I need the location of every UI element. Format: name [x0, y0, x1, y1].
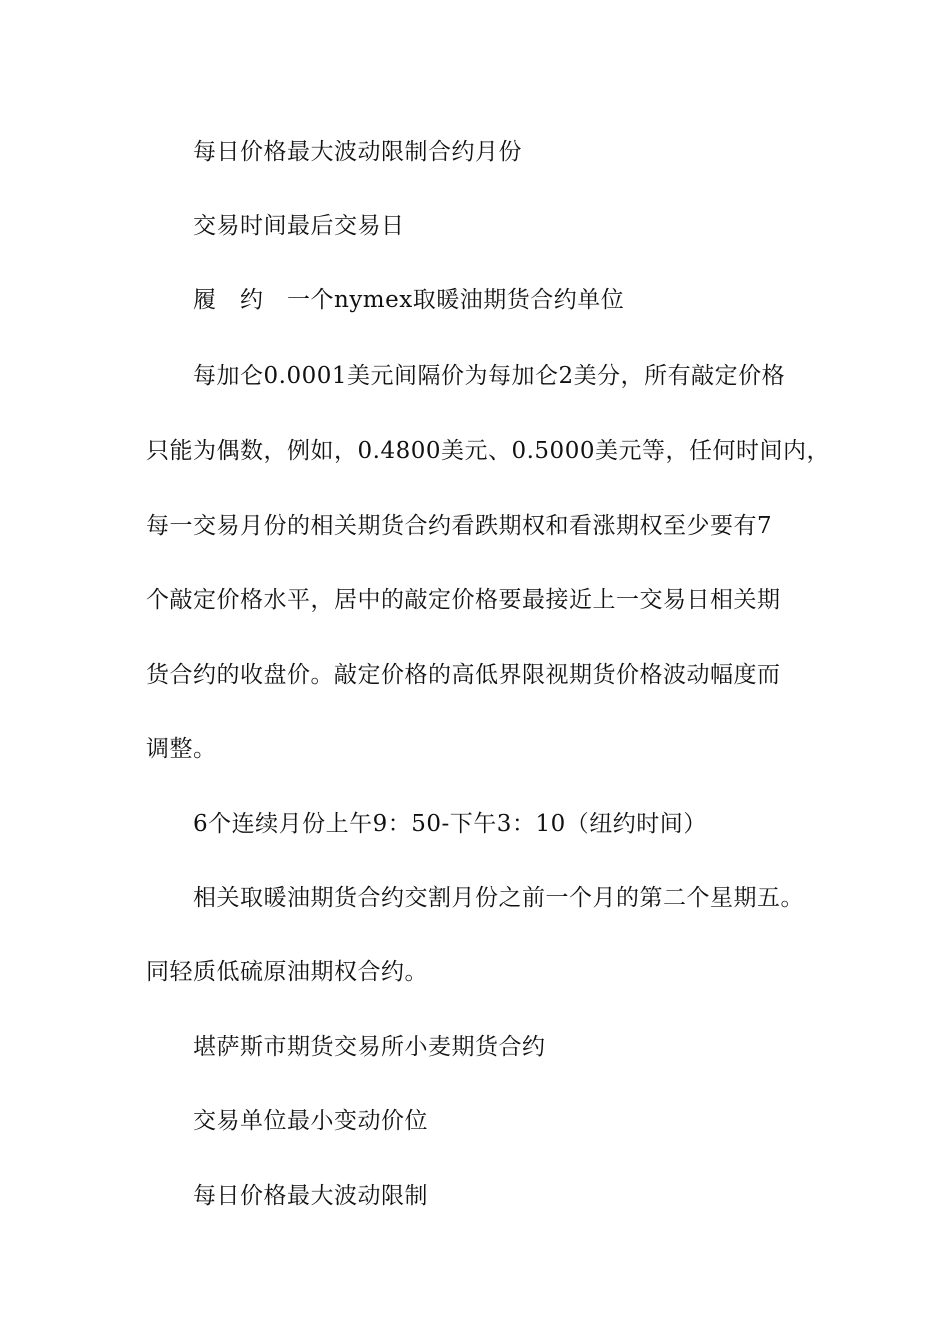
text-line: 每一交易月份的相关期货合约看跌期权和看涨期权至少要有7 [146, 513, 773, 539]
text-line: 个敲定价格水平，居中的敲定价格要最接近上一交易日相关期 [146, 587, 781, 613]
text-line: 交易时间最后交易日 [193, 213, 405, 239]
text-line: 每日价格最大波动限制 [193, 1183, 428, 1209]
text-line: 相关取暖油期货合约交割月份之前一个月的第二个星期五。 [193, 885, 804, 911]
text-line: 6个连续月份上午9：50-下午3：10（纽约时间） [193, 811, 707, 837]
text-line: 每日价格最大波动限制合约月份 [193, 139, 522, 165]
text-line: 交易单位最小变动价位 [193, 1108, 428, 1134]
text-line: 同轻质低硫原油期权合约。 [146, 959, 428, 985]
text-line: 堪萨斯市期货交易所小麦期货合约 [193, 1034, 546, 1060]
text-line: 每加仑0.0001美元间隔价为每加仑2美分，所有敲定价格 [193, 363, 786, 389]
text-line: 货合约的收盘价。敲定价格的高低界限视期货价格波动幅度而 [146, 662, 781, 688]
text-line: 只能为偶数，例如，0.4800美元、0.5000美元等，任何时间内， [146, 438, 830, 464]
text-line: 履 约 一个nymex取暖油期货合约单位 [193, 287, 625, 313]
text-line: 调整。 [146, 736, 217, 762]
